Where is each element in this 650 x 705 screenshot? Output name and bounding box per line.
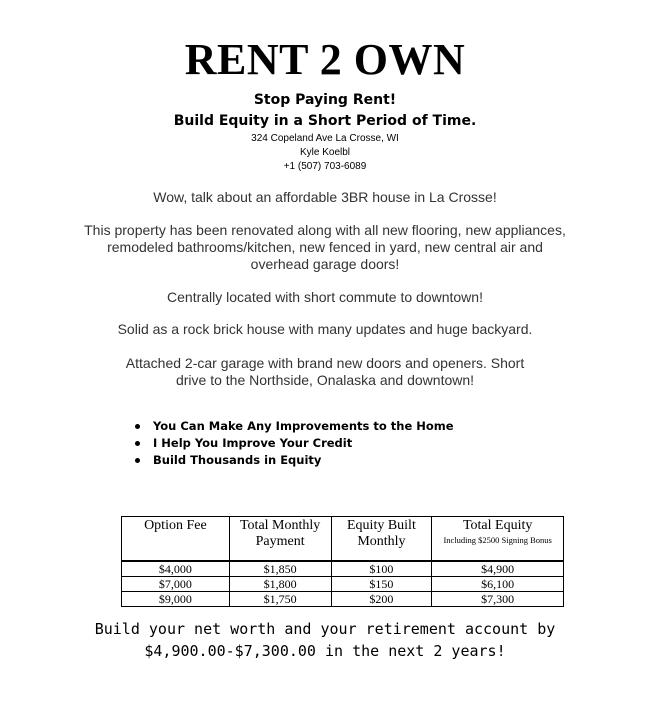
property-address: 324 Copeland Ave La Crosse, WI: [251, 133, 399, 144]
table-row: [122, 562, 564, 577]
cell-option-fee: $7,000: [122, 577, 230, 592]
header-option-fee: Option Fee: [122, 517, 230, 561]
description-location: Centrally located with short commute to downtown!: [167, 289, 483, 305]
benefits-list: [135, 418, 454, 469]
tagline-build-equity: Build Equity in a Short Period of Time.: [173, 113, 477, 129]
cell-equity-monthly: $150: [331, 577, 432, 592]
footer-line-1: Build your net worth and your retirement account by: [94, 620, 556, 638]
cell-total-equity: $6,100: [432, 577, 564, 592]
list-item: You Can Make Any Improvements to the Home: [135, 418, 454, 435]
cell-monthly-payment: $1,850: [229, 562, 331, 577]
cell-equity-monthly: $100: [331, 562, 432, 577]
cell-equity-monthly: $200: [331, 592, 432, 607]
header-total-equity-note: Including $2500 Signing Bonus: [443, 535, 552, 545]
table-row: [122, 592, 564, 607]
tagline-stop-paying-rent: Stop Paying Rent!: [253, 92, 397, 108]
pricing-table: [121, 516, 564, 607]
table-row: [122, 577, 564, 592]
table-header-row: [122, 517, 564, 561]
cell-option-fee: $4,000: [122, 562, 230, 577]
list-item: I Help You Improve Your Credit: [135, 435, 454, 452]
cell-total-equity: $7,300: [432, 592, 564, 607]
contact-phone: +1 (507) 703-6089: [283, 161, 367, 172]
footer-callout: [0, 618, 650, 662]
cell-monthly-payment: $1,800: [229, 577, 331, 592]
page-title: RENT 2 OWN: [184, 35, 466, 84]
cell-total-equity: $4,900: [432, 562, 564, 577]
footer-line-2: $4,900.00-$7,300.00 in the next 2 years!: [144, 642, 506, 660]
header-total-equity-label: Total Equity: [462, 518, 533, 533]
cell-option-fee: $9,000: [122, 592, 230, 607]
header-monthly-payment: Total Monthly Payment: [229, 517, 331, 561]
header-total-equity: [432, 517, 564, 561]
description-renovation: This property has been renovated along with all new flooring, new appliances, remodeled bathrooms/kitchen, new fenced in yard, new central air and overhead garage doors!: [84, 222, 566, 272]
cell-monthly-payment: $1,750: [229, 592, 331, 607]
contact-name: Kyle Koelbl: [299, 147, 351, 158]
description-garage: Attached 2-car garage with brand new doors and openers. Short drive to the Northside, Onalaska and downtown!: [125, 355, 525, 388]
list-item: Build Thousands in Equity: [135, 452, 454, 469]
header-equity-monthly: Equity Built Monthly: [331, 517, 432, 561]
description-house: Solid as a rock brick house with many updates and huge backyard.: [117, 321, 533, 337]
description-intro: Wow, talk about an affordable 3BR house in La Crosse!: [153, 189, 497, 205]
